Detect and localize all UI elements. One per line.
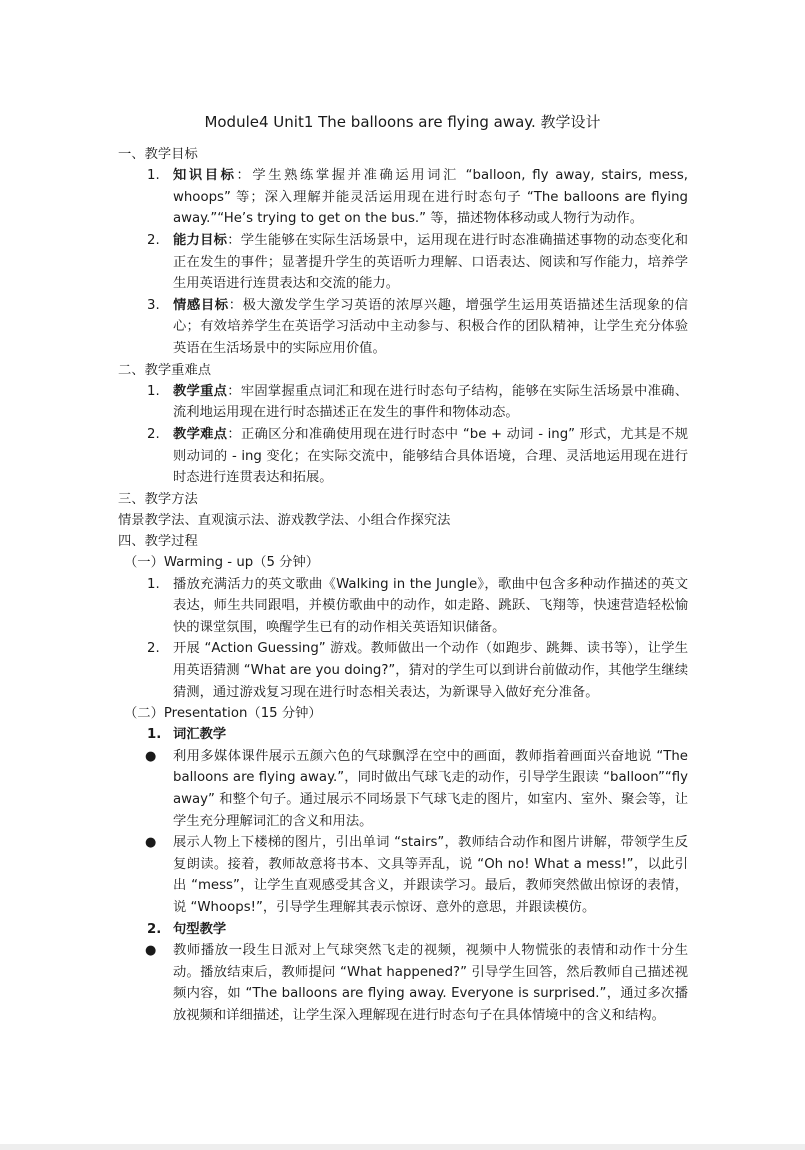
item-lead: 知识目标 bbox=[173, 168, 237, 184]
bullet-dot: ● bbox=[145, 835, 157, 851]
list-item bbox=[118, 295, 688, 360]
item-lead: 教学重点 bbox=[173, 383, 228, 399]
section-heading-objectives: 一、教学目标 bbox=[118, 147, 198, 162]
list-item bbox=[118, 165, 688, 230]
item-number: 1. bbox=[147, 383, 160, 399]
item-text: ：极大激发学生学习英语的浓厚兴趣，增强学生运用英语描述生活现象的信心；有效培养学生在英语学习活动中主动参与、积极合作的团队精神，让学生充分体验英语在生活场景中的实际应用价值。 bbox=[173, 297, 689, 356]
section-heading-process: 四、教学过程 bbox=[118, 534, 198, 550]
item-number: 2. bbox=[147, 921, 162, 937]
bullet-text: 教师播放一段生日派对上气球突然飞走的视频，视频中人物慌张的表情和动作十分生动。播放结束后，教师提问 “What happened?” 引导学生回答，然后教师自己描述视频内容，如 “The balloons are flying away. Everyone is surprised.”，通过多次播放视频和详细描述，让学生深入理解现在进行时态句子在具体情境中的含义和结构。 bbox=[173, 943, 688, 1024]
bullet-item bbox=[118, 832, 688, 918]
document-title: Module4 Unit1 The balloons are flying away. 教学设计 bbox=[204, 113, 601, 131]
bullet-item bbox=[118, 940, 688, 1026]
item-text: ：正确区分和准确使用现在进行时态中 “be + 动词 - ing” 形式，尤其是不规则动词的 - ing 变化；在实际交流中，能够结合具体语境，合理、灵活地运用现在进行时态进行连贯表达和拓展。 bbox=[173, 426, 688, 486]
sub-heading-vocabulary bbox=[118, 724, 688, 746]
list-item bbox=[118, 574, 688, 639]
subsection-heading-warmup: （一）Warming - up（5 分钟） bbox=[124, 555, 320, 571]
section-heading-methods: 三、教学方法 bbox=[118, 491, 198, 507]
item-number: 1. bbox=[147, 727, 162, 743]
subsection-heading-presentation: （二）Presentation（15 分钟） bbox=[124, 706, 322, 722]
list-item bbox=[118, 230, 688, 295]
list-item bbox=[118, 381, 688, 424]
item-number: 1. bbox=[147, 576, 160, 592]
bullet-dot: ● bbox=[145, 943, 157, 959]
sub-heading-sentence bbox=[118, 919, 688, 941]
item-text: ：牢固掌握重点词汇和现在进行时态句子结构，能够在实际生活场景中准确、流利地运用现在进行时态描述正在发生的事件和物体动态。 bbox=[173, 383, 689, 421]
methods-text: 情景教学法、直观演示法、游戏教学法、小组合作探究法 bbox=[118, 512, 451, 528]
item-number: 3. bbox=[147, 297, 160, 313]
list-item bbox=[118, 424, 688, 489]
section-heading-key-points: 二、教学重难点 bbox=[118, 362, 212, 378]
document-body bbox=[118, 144, 688, 1027]
item-text: ：学生能够在实际生活场景中，运用现在进行时态准确描述事物的动态变化和正在发生的事件；显著提升学生的英语听力理解、口语表达、阅读和写作能力，培养学生用英语进行连贯表达和交流的能力。 bbox=[173, 232, 689, 292]
item-number: 2. bbox=[147, 232, 160, 248]
item-number: 2. bbox=[147, 426, 160, 442]
page-bottom-edge bbox=[0, 1144, 805, 1150]
item-lead: 教学难点 bbox=[173, 426, 228, 442]
bullet-text: 利用多媒体课件展示五颜六色的气球飘浮在空中的画面，教师指着画面兴奋地说 “The balloons are flying away.”，同时做出气球飞走的动作，引导学生跟读 “balloon”“fly away” 和整个句子。通过展示不同场景下气球飞走的图片，如室内、室外、聚会等，让学生充分理解词汇的含义和用法。 bbox=[173, 748, 688, 829]
item-number: 1. bbox=[147, 168, 160, 184]
bullet-text: 展示人物上下楼梯的图片，引出单词 “stairs”，教师结合动作和图片讲解，带领学生反复朗读。接着，教师故意将书本、文具等弄乱，说 “Oh no! What a mess!”，以此引出 “mess”，让学生直观感受其含义，并跟读学习。最后，教师突然做出惊讶的表情，说 “Whoops!”，引导学生理解其表示惊讶、意外的意思，并跟读模仿。 bbox=[173, 835, 688, 916]
bullet-item bbox=[118, 746, 688, 832]
bullet-dot: ● bbox=[145, 748, 157, 764]
item-number: 2. bbox=[147, 641, 160, 657]
item-text: 开展 “Action Guessing” 游戏。教师做出一个动作（如跑步、跳舞、读书等），让学生用英语猜测 “What are you doing?”，猜对的学生可以到讲台前做动作，其他学生继续猜测，通过游戏复习现在进行时态相关表达，为新课导入做好充分准备。 bbox=[173, 641, 688, 700]
sub-heading-text: 句型教学 bbox=[173, 921, 227, 937]
item-text: ：学生熟练掌握并准确运用词汇 “balloon, fly away, stairs, mess, whoops” 等；深入理解并能灵活运用现在进行时态句子 “The balloons are flying away.”“He’s trying to get on the bus.” 等，描述物体移动或人物行为动作。 bbox=[173, 168, 689, 227]
item-lead: 情感目标 bbox=[173, 297, 229, 313]
item-text: 播放充满活力的英文歌曲《Walking in the Jungle》，歌曲中包含多种动作描述的英文表达，师生共同跟唱，并模仿歌曲中的动作，如走路、跳跃、飞翔等，快速营造轻松愉快的课堂氛围，唤醒学生已有的动作相关英语知识储备。 bbox=[173, 576, 688, 635]
sub-heading-text: 词汇教学 bbox=[173, 727, 227, 743]
list-item bbox=[118, 638, 688, 703]
item-lead: 能力目标 bbox=[173, 232, 228, 248]
